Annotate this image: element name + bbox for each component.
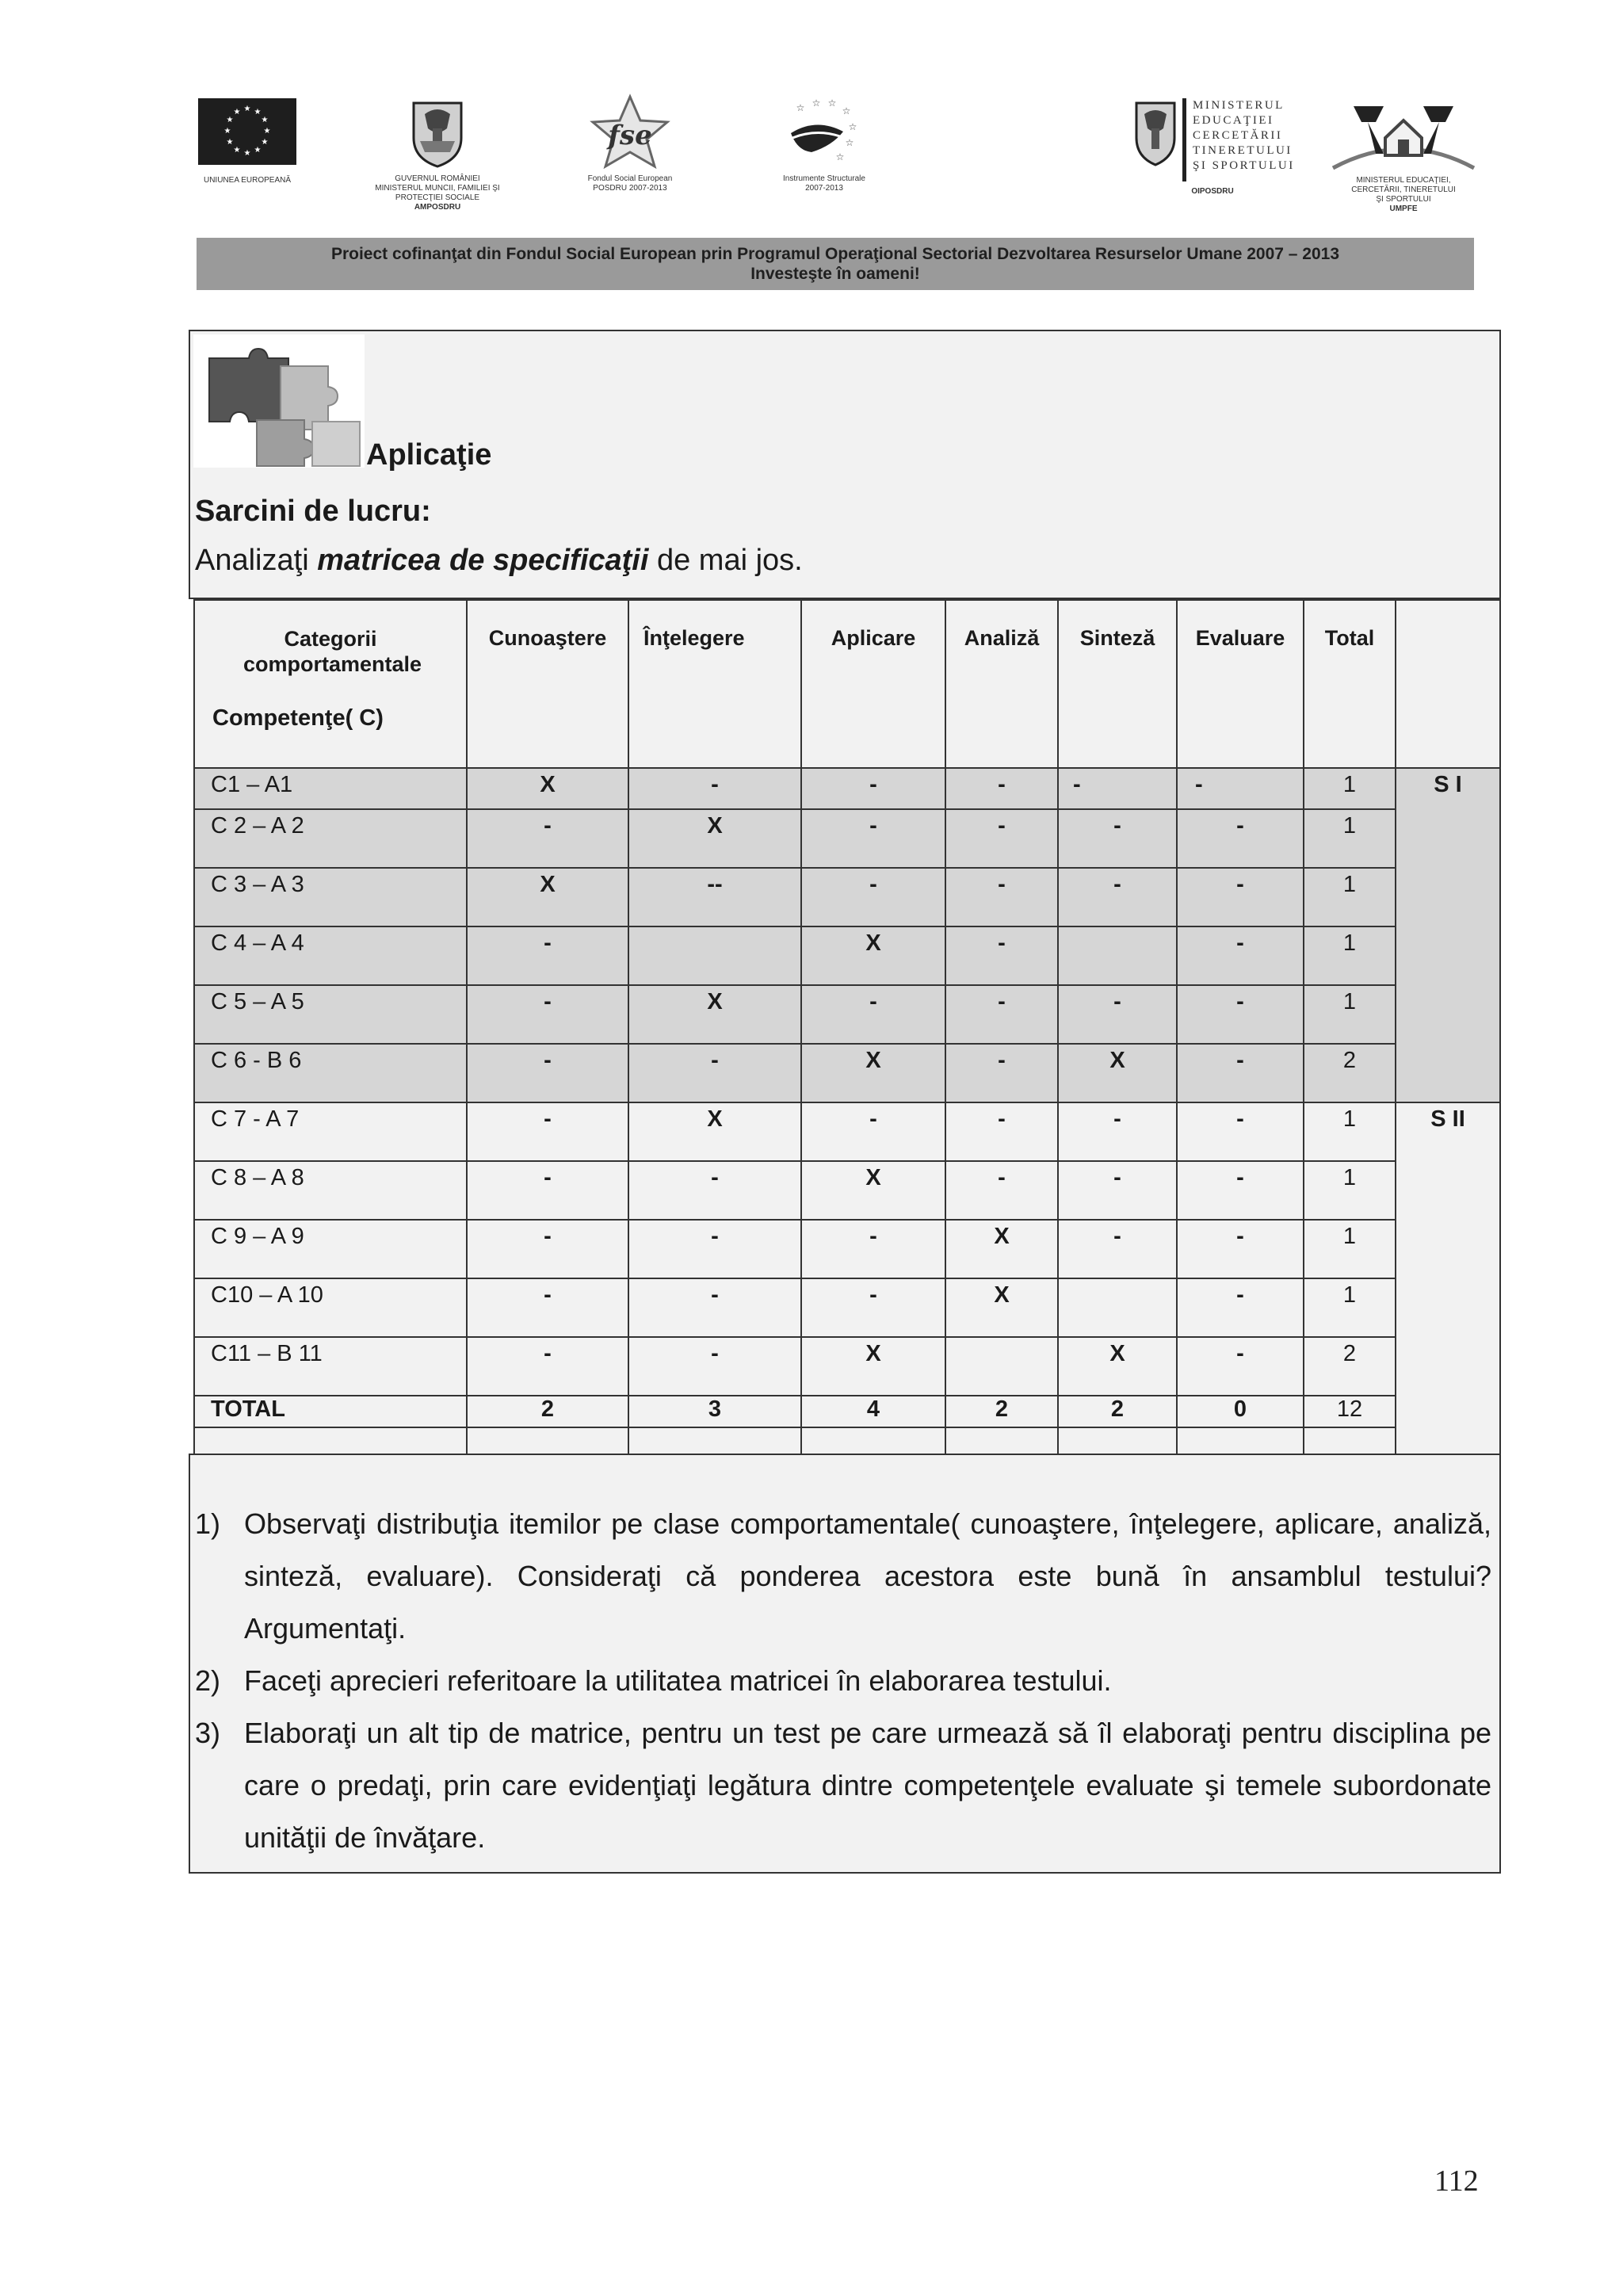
total-cell: 3 <box>628 1396 801 1427</box>
cell: X <box>801 1044 945 1102</box>
cell-total: 1 <box>1304 985 1396 1044</box>
cell: X <box>628 985 801 1044</box>
question-number: 1) <box>195 1507 221 1540</box>
total-row <box>194 1396 1500 1427</box>
cell: X <box>467 768 628 809</box>
fse-caption: Fondul Social European POSDRU 2007-2013 <box>587 174 673 193</box>
cell-total: 1 <box>1304 809 1396 868</box>
corner-competences: Competenţe( C) <box>212 705 384 731</box>
question-item <box>195 1498 1491 1655</box>
cell: - <box>1177 1220 1304 1278</box>
svg-text:★: ★ <box>243 105 251 113</box>
question-number: 3) <box>195 1717 221 1749</box>
cell: X <box>1058 1337 1177 1396</box>
matrix-corner-cell <box>194 600 467 768</box>
cell <box>945 1337 1058 1396</box>
cell-total: 1 <box>1304 1220 1396 1278</box>
ministry-name: MINISTERUL EDUCAŢIEI CERCETĂRII TINERETULUI ŞI SPORTULUI <box>1193 99 1295 172</box>
svg-text:★: ★ <box>226 138 234 147</box>
row-label: C 6 - B 6 <box>194 1044 467 1102</box>
svg-text:★: ★ <box>261 116 269 124</box>
table-row <box>194 1337 1500 1396</box>
cell: - <box>801 1220 945 1278</box>
cell: - <box>801 1102 945 1161</box>
matrix-header-row <box>194 600 1500 768</box>
cell: - <box>628 1044 801 1102</box>
question-item <box>195 1655 1491 1707</box>
svg-text:★: ★ <box>263 127 271 136</box>
gov-caption: GUVERNUL ROMÂNIEI MINISTERUL MUNCII, FAMILIEI ŞI PROTECŢIEI SOCIALE AMPOSDRU <box>375 174 500 212</box>
svg-text:★: ★ <box>226 116 234 124</box>
banner-line-2: Investeşte în oameni! <box>750 265 920 283</box>
svg-text:★: ★ <box>261 138 269 147</box>
cell-total: 1 <box>1304 768 1396 809</box>
svg-text:☆: ☆ <box>812 97 821 109</box>
romanian-coat-of-arms-icon <box>409 97 466 168</box>
cell-total: 1 <box>1304 1102 1396 1161</box>
cell: - <box>467 1220 628 1278</box>
cell: - <box>1177 1161 1304 1220</box>
column-header: Sinteză <box>1058 600 1177 768</box>
cell: X <box>801 926 945 985</box>
table-row <box>194 1161 1500 1220</box>
cell: - <box>801 868 945 926</box>
specification-matrix <box>193 599 1501 1458</box>
structural-instruments-caption: Instrumente Structurale 2007-2013 <box>783 174 865 193</box>
svg-text:★: ★ <box>243 149 251 158</box>
cell: - <box>628 1337 801 1396</box>
column-header-empty <box>1396 600 1500 768</box>
puzzle-pieces-icon <box>193 334 365 468</box>
question-text: Faceţi aprecieri referitoare la utilitatea matricei în elaborarea testului. <box>244 1664 1112 1697</box>
task-title: Aplicaţie <box>366 438 492 472</box>
cell: - <box>467 1337 628 1396</box>
cell: - <box>628 768 801 809</box>
cell: - <box>945 926 1058 985</box>
grand-total-cell: 12 <box>1304 1396 1396 1427</box>
task-instruction: Analizaţi matricea de specificaţii de mai jos. <box>195 544 803 577</box>
cell: - <box>945 809 1058 868</box>
total-cell: 2 <box>467 1396 628 1427</box>
cell: - <box>945 868 1058 926</box>
row-label: C 8 – A 8 <box>194 1161 467 1220</box>
task-subtitle: Sarcini de lucru: <box>195 495 431 528</box>
table-row <box>194 768 1500 809</box>
question-text: Elaboraţi un alt tip de matrice, pentru un test pe care urmează să îl elaboraţi pentru disciplina pe care o predaţi, prin care evidenţiaţi legătura dintre competenţele evaluate şi temele subordonate unităţii de învăţare. <box>244 1717 1491 1854</box>
row-label: C 2 – A 2 <box>194 809 467 868</box>
cell: - <box>945 768 1058 809</box>
question-text: Observaţi distribuţia itemilor pe clase comportamentale( cunoaştere, înţelegere, aplicare, analiză, sinteză, evaluare). Consideraţi că ponderea acestora este bună în ansamblul testului? Argumentaţi. <box>244 1507 1491 1645</box>
column-header: Total <box>1304 600 1396 768</box>
cell: - <box>628 1278 801 1337</box>
table-row <box>194 985 1500 1044</box>
cell: - <box>628 1220 801 1278</box>
project-banner <box>197 238 1474 290</box>
cell-total: 2 <box>1304 1044 1396 1102</box>
svg-text:★: ★ <box>254 108 262 117</box>
eu-flag-icon <box>198 98 296 165</box>
cell: X <box>945 1278 1058 1337</box>
cell-total: 1 <box>1304 1161 1396 1220</box>
svg-text:☆: ☆ <box>848 121 857 132</box>
umpfe-people-house-icon <box>1328 98 1479 174</box>
cell: - <box>1058 1161 1177 1220</box>
column-header: Analiză <box>945 600 1058 768</box>
section-label: S II <box>1396 1102 1500 1457</box>
cell: X <box>801 1337 945 1396</box>
total-cell: 4 <box>801 1396 945 1427</box>
column-header: Înţelegere <box>628 600 801 768</box>
cell: X <box>467 868 628 926</box>
cell: - <box>801 985 945 1044</box>
cell: - <box>467 985 628 1044</box>
structural-instruments-icon <box>785 97 861 170</box>
cell: - <box>1058 768 1177 809</box>
cell <box>1058 926 1177 985</box>
cell <box>1058 1278 1177 1337</box>
eu-caption: UNIUNEA EUROPEANĂ <box>203 176 292 185</box>
cell: - <box>1177 1337 1304 1396</box>
cell: - <box>1177 768 1304 809</box>
column-header: Evaluare <box>1177 600 1304 768</box>
total-label: TOTAL <box>194 1396 467 1427</box>
cell: - <box>628 1161 801 1220</box>
cell: - <box>1058 1102 1177 1161</box>
table-row <box>194 1102 1500 1161</box>
row-label: C11 – B 11 <box>194 1337 467 1396</box>
cell: - <box>801 768 945 809</box>
cell: - <box>945 985 1058 1044</box>
cell: - <box>467 1102 628 1161</box>
svg-text:★: ★ <box>233 108 241 117</box>
cell: - <box>1177 868 1304 926</box>
cell: - <box>1058 868 1177 926</box>
cell: - <box>467 1161 628 1220</box>
questions-list <box>195 1498 1491 1864</box>
cell-total: 1 <box>1304 868 1396 926</box>
cell: - <box>467 926 628 985</box>
cell <box>628 926 801 985</box>
ministry-divider <box>1182 98 1186 181</box>
cell: - <box>467 1044 628 1102</box>
cell: - <box>1058 985 1177 1044</box>
cell: X <box>628 809 801 868</box>
cell: X <box>801 1161 945 1220</box>
umpfe-caption: MINISTERUL EDUCAŢIEI, CERCETĂRII, TINERETULUI ŞI SPORTULUI UMPFE <box>1351 176 1456 213</box>
cell: X <box>945 1220 1058 1278</box>
cell: - <box>1177 809 1304 868</box>
cell: -- <box>628 868 801 926</box>
cell: - <box>1177 926 1304 985</box>
cell: - <box>1058 809 1177 868</box>
cell: - <box>467 809 628 868</box>
section-label: S I <box>1396 768 1500 1102</box>
table-row <box>194 1278 1500 1337</box>
cell: - <box>1177 1278 1304 1337</box>
table-row <box>194 809 1500 868</box>
corner-categories: Categorii comportamentale <box>243 627 422 676</box>
cell-total: 1 <box>1304 926 1396 985</box>
svg-text:★: ★ <box>223 127 231 136</box>
row-label: C 9 – A 9 <box>194 1220 467 1278</box>
cell: - <box>1177 1102 1304 1161</box>
ministry-coat-of-arms-icon <box>1132 98 1179 170</box>
svg-text:☆: ☆ <box>835 151 845 162</box>
cell: - <box>1177 985 1304 1044</box>
banner-line-1: Proiect cofinanţat din Fondul Social European prin Programul Operaţional Sectorial Dezvoltarea Resurselor Umane 2007 – 2013 <box>330 245 1340 263</box>
svg-text:★: ★ <box>254 146 262 155</box>
cell: - <box>945 1044 1058 1102</box>
cell: - <box>1058 1220 1177 1278</box>
table-row <box>194 1044 1500 1102</box>
cell: - <box>467 1278 628 1337</box>
row-label: C 5 – A 5 <box>194 985 467 1044</box>
row-label: C 4 – A 4 <box>194 926 467 985</box>
table-row <box>194 868 1500 926</box>
cell: - <box>945 1161 1058 1220</box>
svg-text:☆: ☆ <box>796 102 805 113</box>
cell: X <box>628 1102 801 1161</box>
table-row <box>194 1220 1500 1278</box>
question-number: 2) <box>195 1664 221 1697</box>
cell: - <box>1177 1044 1304 1102</box>
row-label: C 7 - A 7 <box>194 1102 467 1161</box>
column-header: Cunoaştere <box>467 600 628 768</box>
oiposdru-caption: OIPOSDRU <box>1191 187 1234 196</box>
row-label: C1 – A1 <box>194 768 467 809</box>
page-number: 112 <box>1434 2164 1479 2198</box>
cell-total: 2 <box>1304 1337 1396 1396</box>
row-label: C10 – A 10 <box>194 1278 467 1337</box>
cell: X <box>1058 1044 1177 1102</box>
column-header: Aplicare <box>801 600 945 768</box>
cell-total: 1 <box>1304 1278 1396 1337</box>
total-cell: 0 <box>1177 1396 1304 1427</box>
question-item <box>195 1707 1491 1864</box>
svg-text:☆: ☆ <box>842 105 851 117</box>
cell: - <box>801 1278 945 1337</box>
svg-text:★: ★ <box>233 146 241 155</box>
fse-star-icon <box>586 94 674 170</box>
table-row <box>194 926 1500 985</box>
svg-text:fse: fse <box>608 120 652 151</box>
cell: - <box>801 809 945 868</box>
total-cell: 2 <box>1058 1396 1177 1427</box>
row-label: C 3 – A 3 <box>194 868 467 926</box>
svg-text:☆: ☆ <box>827 97 837 109</box>
cell: - <box>945 1102 1058 1161</box>
svg-text:☆: ☆ <box>845 137 854 148</box>
total-cell: 2 <box>945 1396 1058 1427</box>
